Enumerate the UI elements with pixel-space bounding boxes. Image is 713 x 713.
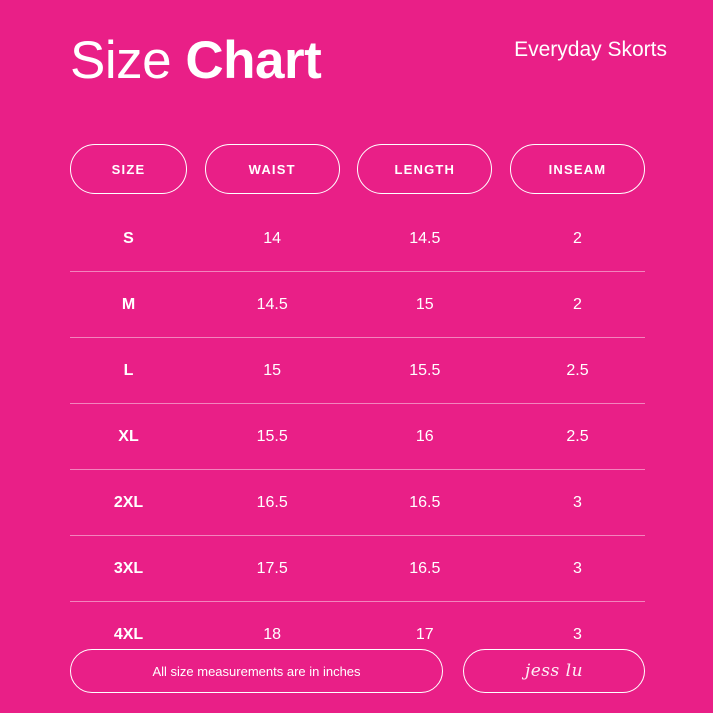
cell-size: XL bbox=[118, 427, 139, 445]
page-footer bbox=[70, 649, 645, 693]
table-row bbox=[70, 404, 645, 470]
cell-waist: 18 bbox=[263, 625, 282, 643]
cell-inseam: 3 bbox=[573, 559, 582, 577]
cell-length: 14.5 bbox=[409, 229, 441, 247]
cell-inseam: 3 bbox=[573, 493, 582, 511]
column-header-waist: WAIST bbox=[205, 144, 340, 194]
product-name: Everyday Skorts bbox=[514, 38, 667, 61]
page-title-thin: Size bbox=[70, 31, 172, 90]
table-row bbox=[70, 536, 645, 602]
cell-size: 2XL bbox=[113, 493, 144, 511]
cell-waist: 14 bbox=[263, 229, 282, 247]
brand-logo-pill bbox=[463, 649, 645, 693]
cell-inseam: 2 bbox=[573, 229, 582, 247]
measurement-note: All size measurements are in inches bbox=[70, 649, 443, 693]
brand-wordmark: jess lu bbox=[524, 661, 584, 681]
table-row bbox=[70, 470, 645, 536]
table-row bbox=[70, 206, 645, 272]
cell-size: 3XL bbox=[113, 559, 144, 577]
size-chart-table bbox=[70, 144, 645, 667]
table-header-row bbox=[70, 144, 645, 194]
cell-inseam: 2 bbox=[573, 295, 582, 313]
cell-length: 15 bbox=[415, 295, 434, 313]
cell-size: 4XL bbox=[113, 625, 144, 643]
cell-inseam: 3 bbox=[573, 625, 582, 643]
column-header-size: SIZE bbox=[70, 144, 187, 194]
cell-waist: 15 bbox=[263, 361, 282, 379]
table-row bbox=[70, 338, 645, 404]
cell-inseam: 2.5 bbox=[566, 361, 589, 379]
table-body bbox=[70, 206, 645, 667]
cell-length: 17 bbox=[415, 625, 434, 643]
cell-length: 15.5 bbox=[409, 361, 441, 379]
page-title bbox=[70, 26, 321, 96]
cell-waist: 17.5 bbox=[256, 559, 288, 577]
cell-waist: 15.5 bbox=[256, 427, 288, 445]
cell-length: 16 bbox=[415, 427, 434, 445]
table-row bbox=[70, 272, 645, 338]
page-title-bold: Chart bbox=[185, 31, 322, 90]
cell-inseam: 2.5 bbox=[566, 427, 589, 445]
column-header-inseam: INSEAM bbox=[510, 144, 645, 194]
cell-size: S bbox=[123, 229, 134, 247]
cell-size: M bbox=[121, 295, 136, 313]
cell-length: 16.5 bbox=[409, 559, 441, 577]
cell-waist: 14.5 bbox=[256, 295, 288, 313]
page-header bbox=[70, 26, 667, 96]
cell-size: L bbox=[123, 361, 134, 379]
column-header-length: LENGTH bbox=[357, 144, 492, 194]
cell-waist: 16.5 bbox=[256, 493, 288, 511]
cell-length: 16.5 bbox=[409, 493, 441, 511]
